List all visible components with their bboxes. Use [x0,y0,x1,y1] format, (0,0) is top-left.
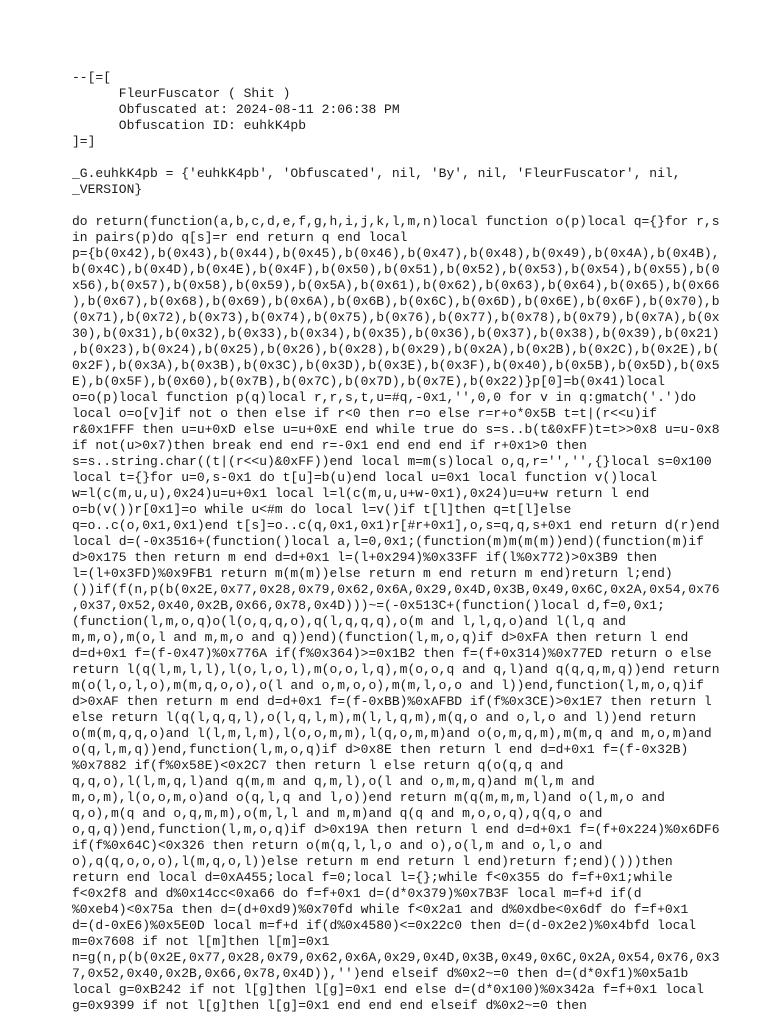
obfuscator-name: FleurFuscator ( Shit ) [72,86,291,101]
globals-line: _VERSION} [72,182,143,197]
code-line: d=d+0x1 f=(f-0x47)%0x776A if(f%0x364)>=0x1B2 then f=(f+0x314)%0x77ED return o else [72,646,712,661]
code-line: o(m(m,q,q,o)and l(l,m,l,m),l(o,o,m,m),l(q,o,m,m)and o(o,m,q,m),m(m,q and m,o,m)and [72,726,712,741]
comment-open: --[=[ [72,70,112,85]
code-line: o(q,l,m,q))end,function(l,m,o,q)if d>0x8E then return l end d=d+0x1 f=(f-0x32B) [72,742,689,757]
code-line: (0x71),b(0x72),b(0x73),b(0x74),b(0x75),b(0x76),b(0x77),b(0x78),b(0x79),b(0x7A),b(0x [72,310,720,325]
code-line: E),b(0x5F),b(0x60),b(0x7B),b(0x7C),b(0x7D),b(0x7E),b(0x22)}p[0]=b(0x41)local [72,374,665,389]
spacer [72,198,702,214]
code-line: m(o(l,o,l,o),m(m,q,o,o),o(l and o,m,o,o),m(m,l,o,o and l))end,function(l,m,o,q)if [72,678,704,693]
code-line: local d=(-0x3516+(function()local a,l=0,0x1;(function(m)m(m(m))end)(function(m)if [72,534,704,549]
code-line: local g=0xB242 if not l[g]then l[g]=0x1 end else d=(d*0x100)%0x342a f=f+0x1 local [72,982,704,997]
code-line: q,o),m(q and o,q,m,m),o(m,l,l and m,m)and q(q and m,o,o,q),q(q,o and [72,806,603,821]
code-line: l=(l+0x3FD)%0x9FB1 return m(m(m))else return m end return m end)return l;end) [72,566,673,581]
code-line: q,q,o),l(l,m,q,l)and q(m,m and q,m,l),o(l and o,m,m,q)and m(l,m and [72,774,595,789]
code-line: o=b(v())r[0x1]=o while u<#m do local l=v()if t[l]then q=t[l]else [72,502,572,517]
code-line: in pairs(p)do q[s]=r end return q end local [72,230,408,245]
code-line: s=s..string.char((t|(r<<u)&0xFF))end local m=m(s)local o,q,r='','',{}local s=0x100 [72,454,712,469]
code-line: ),b(0x67),b(0x68),b(0x69),b(0x6A),b(0x6B),b(0x6C),b(0x6D),b(0x6E),b(0x6F),b(0x70),b [72,294,720,309]
code-line: %0xeb4)<0x75a then d=(d+0xd9)%0x70fd while f<0x2a1 and d%0xdbe<0x6df do f=f+0x1 [72,902,689,917]
code-line: ,0x37,0x52,0x40,0x2B,0x66,0x78,0x4D)))~=(-0x513C+(function()local d,f=0,0x1; [72,598,665,613]
code-line: 7,0x52,0x40,0x2B,0x66,0x78,0x4D)),'')end elseif d%0x2~=0 then d=(d*0xf1)%0x5a1b [72,966,689,981]
document-page [72,70,720,1014]
obfuscation-id: Obfuscation ID: euhkK4pb [72,118,307,133]
code-line: return l(q(l,m,l,l),l(o,l,o,l),m(o,o,l,q),m(o,o,q and q,l)and q(q,q,m,q))end return [72,662,720,677]
code-line: d>0xAF then return m end d=d+0x1 f=(f-0xBB)%0xAFBD if(f%0x3CE)>0x1E7 then return l [72,694,712,709]
code-line: 0x2F),b(0x3A),b(0x3B),b(0x3C),b(0x3D),b(0x3E),b(0x3F),b(0x40),b(0x5B),b(0x5D),b(0x5 [72,358,720,373]
code-line: 30),b(0x31),b(0x32),b(0x33),b(0x34),b(0x35),b(0x36),b(0x37),b(0x38),b(0x39),b(0x21) [72,326,720,341]
spacer [72,150,702,166]
obfuscated-at: Obfuscated at: 2024-08-11 2:06:38 PM [72,102,400,117]
code-line: m=0x7608 if not l[m]then l[m]=0x1 [72,934,330,949]
code-line: q=o..c(o,0x1,0x1)end t[s]=o..c(q,0x1,0x1)r[#r+0x1],o,s=q,q,s+0x1 end return d(r)end [72,518,720,533]
code-line: return end local d=0xA455;local f=0;local l={};while f<0x355 do f=f+0x1;while [72,870,673,885]
code-line: (function(l,m,o,q)o(l(o,q,q,o),q(l,q,q,q),o(m and l,l,q,o)and l(l,q and [72,614,626,629]
code-line: w=l(c(m,u,u),0x24)u=u+0x1 local l=l(c(m,u,u+w-0x1),0x24)u=u+w return l end [72,486,650,501]
code-line: o=o(p)local function p(q)local r,r,s,t,u=#q,-0x1,'',0,0 for v in q:gmatch('.')do [72,390,697,405]
code-line: m,m,o),m(o,l and m,m,o and q))end)(function(l,m,o,q)if d>0xFA then return l end [72,630,689,645]
code-line: g=0x9399 if not l[g]then l[g]=0x1 end end end elseif d%0x2~=0 then [72,998,587,1013]
code-line: d=(d-0xE6)%0x5E0D local m=f+d if(d%0x4580)<=0x22c0 then d=(d-0x2e2)%0x4bfd local [72,918,697,933]
globals-line: _G.euhkK4pb = {'euhkK4pb', 'Obfuscated', nil, 'By', nil, 'FleurFuscator', nil, [72,166,681,181]
code-line: local t={}for u=0,s-0x1 do t[u]=b(u)end local u=0x1 local function v()local [72,470,658,485]
code-line: m,o,m),l(o,o,m,o)and o(q,l,q and l,o))end return m(q(m,m,m,l)and o(l,m,o and [72,790,665,805]
code-line: local o=o[v]if not o then else if r<0 then r=o else r=r+o*0x5B t=t|(r<<u)if [72,406,658,421]
code-line: %0x7882 if(f%0x58E)<0x2C7 then return l else return q(o(q,q and [72,758,564,773]
code-line: x56),b(0x57),b(0x58),b(0x59),b(0x5A),b(0x61),b(0x62),b(0x63),b(0x64),b(0x65),b(0x66 [72,278,720,293]
code-line: o,q,q))end,function(l,m,o,q)if d>0x19A then return l end d=d+0x1 f=(f+0x224)%0x6DF6 [72,822,720,837]
code-line: else return l(q(l,q,q,l),o(l,q,l,m),m(l,l,q,m),m(q,o and o,l,o and l))end return [72,710,697,725]
code-line: if(f%0x64C)<0x326 then return o(m(q,l,l,o and o),o(l,m and o,l,o and [72,838,603,853]
code-line: f<0x2f8 and d%0x14cc<0xa66 do f=f+0x1 d=(d*0x379)%0x7B3F local m=f+d if(d [72,886,642,901]
code-line: o),q(q,o,o,o),l(m,q,o,l))else return m end return l end)return f;end)()))then [72,854,673,869]
code-line: p={b(0x42),b(0x43),b(0x44),b(0x45),b(0x46),b(0x47),b(0x48),b(0x49),b(0x4A),b(0x4B), [72,246,720,261]
code-block [72,214,720,1014]
header-comment-block [72,70,702,150]
code-line: do return(function(a,b,c,d,e,f,g,h,i,j,k,l,m,n)local function o(p)local q={}for r,s [72,214,720,229]
code-line: d>0x175 then return m end d=d+0x1 l=(l+0x294)%0x33FF if(l%0x772)>0x3B9 then [72,550,658,565]
code-line: b(0x4C),b(0x4D),b(0x4E),b(0x4F),b(0x50),b(0x51),b(0x52),b(0x53),b(0x54),b(0x55),b(0 [72,262,720,277]
globals-block [72,166,702,198]
comment-close: ]=] [72,134,96,149]
code-line: if not(u>0x7)then break end end r=-0x1 end end end if r+0x1>0 then [72,438,587,453]
code-line: ,b(0x23),b(0x24),b(0x25),b(0x26),b(0x28),b(0x29),b(0x2A),b(0x2B),b(0x2C),b(0x2E),b( [72,342,720,357]
code-line: n=g(n,p(b(0x2E,0x77,0x28,0x79,0x62,0x6A,0x29,0x4D,0x3B,0x49,0x6C,0x2A,0x54,0x76,0x3 [72,950,720,965]
code-line: r&0x1FFF then u=u+0xD else u=u+0xE end while true do s=s..b(t&0xFF)t=t>>0x8 u=u-0x8 [72,422,720,437]
code-line: ())if(f(n,p(b(0x2E,0x77,0x28,0x79,0x62,0x6A,0x29,0x4D,0x3B,0x49,0x6C,0x2A,0x54,0x76 [72,582,720,597]
